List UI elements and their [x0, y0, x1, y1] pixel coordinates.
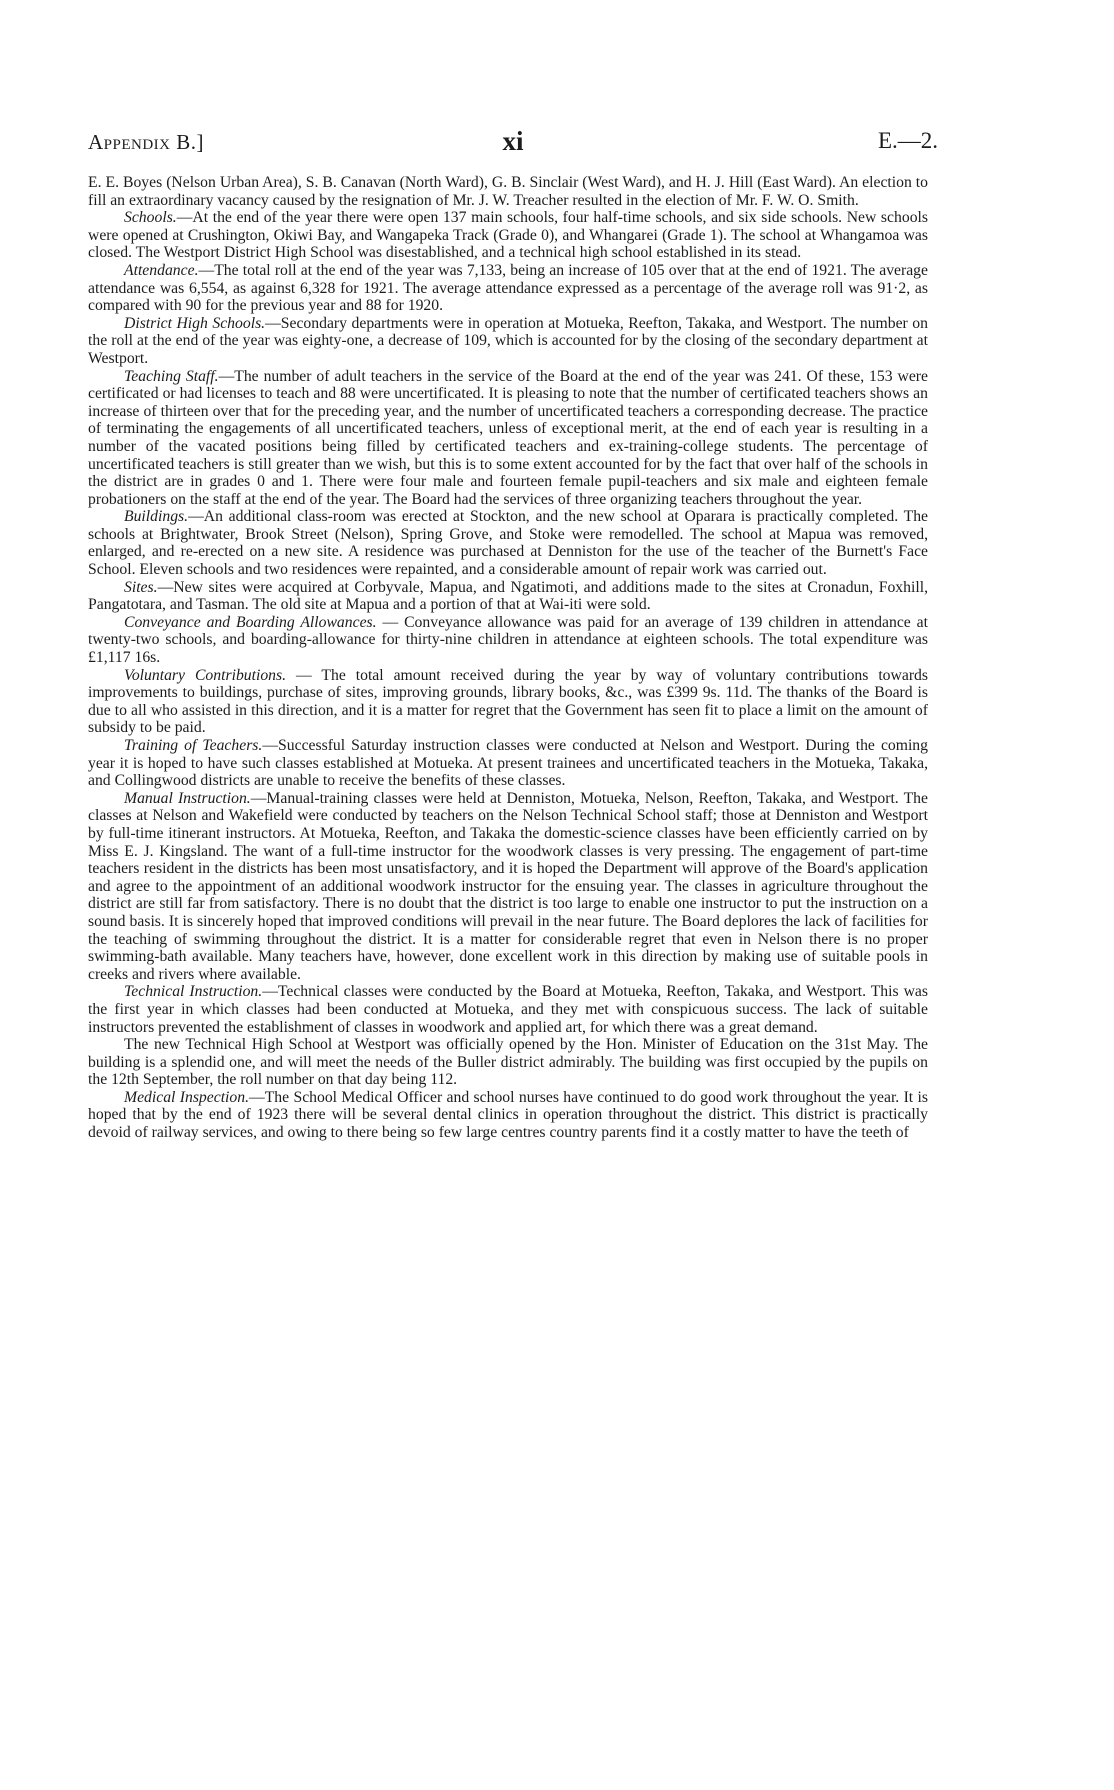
paragraph-attendance: [88, 262, 928, 315]
paragraph-text: —An additional class-room was erected at Stockton, and the new school at Oparara is practically completed. The schools at Brightwater, Brook Street (Nelson), Spring Grove, and Stoke were remodelled. The school at Mapua was removed, enlarged, and re-erected on a new site. A residence was purchased at Denniston for the use of the teacher of the Burnett's Face School. Eleven schools and two residences were repainted, and a considerable amount of repair work was carried out.: [88, 508, 928, 579]
paragraph-text: —The number of adult teachers in the service of the Board at the end of the year was 241. Of these, 153 were certificated or had licenses to teach and 88 were uncertificated. It is pleasing to note that the number of certificated teachers shows an increase of thirteen over that for the preceding year, and the number of uncertificated teachers a corresponding decrease. The practice of terminating the engagements of all uncertificated teachers, unless of exceptional merit, at the end of each year is resulting in a number of the vacated positions being filled by certificated teachers and ex-training-college students. The percentage of uncertificated teachers is still greater than we wish, but this is to some extent accounted for by the fact that over half of the schools in the district are in grades 0 and 1. There were four male and fourteen female pupil-teachers and six male and eighteen female probationers on the staff at the end of the year. The Board had the services of three organizing teachers throughout the year.: [88, 367, 928, 508]
section-heading: Manual Instruction.: [124, 789, 251, 807]
page-number: xi: [502, 126, 524, 156]
section-heading: District High Schools.: [124, 314, 266, 332]
paragraph-text: —The School Medical Officer and school nurses have continued to do good work throughout the year. It is hoped that by the end of 1923 there will be several dental clinics in operation throughout the district. This district is practically devoid of railway services, and owing to there being so few large centres country parents find it a costly matter to have the teeth of: [88, 1088, 928, 1142]
paragraph-text: —At the end of the year there were open 137 main schools, four half-time schools, and six side schools. New schools were opened at Crushington, Okiwi Bay, and Wangapeka Track (Grade 0), and Whangarei (Grade 1). The school at Whangamoa was closed. The Westport District High School was disestablished, and a technical high school established in its stead.: [88, 209, 928, 262]
paragraph-text: — The total amount received during the year by way of voluntary contributions towards improvements to buildings, purchase of sites, improving grounds, library books, &c., was £399 9s. 11d. The thanks of the Board is due to all who assisted in this direction, and it is a matter for regret that the Government has seen fit to place a limit on the amount of subsidy to be paid.: [88, 666, 928, 737]
paragraph-conveyance: [88, 614, 928, 667]
paragraph-manual-instruction: [88, 790, 928, 984]
paragraph-district-high-schools: [88, 315, 928, 368]
page-header: [88, 126, 938, 166]
section-heading: Voluntary Contributions.: [124, 666, 287, 684]
paragraph-text: —Successful Saturday instruction classes were conducted at Nelson and Westport. During the coming year it is hoped to have such classes established at Motueka. At present trainees and uncertificated teachers in the Motueka, Takaka, and Collingwood districts are unable to receive the benefits of these classes.: [88, 737, 928, 790]
paragraph-buildings: [88, 508, 928, 578]
paragraph-sites: [88, 579, 928, 614]
paragraph-text: The new Technical High School at Westport was officially opened by the Hon. Minister of Education on the 31st May. The building is a splendid one, and will meet the needs of the Buller district admirably. The building was first occupied by the pupils on the 12th September, the roll number on that day being 112.: [88, 1036, 928, 1089]
paragraph-text: E. E. Boyes (Nelson Urban Area), S. B. Canavan (North Ward), G. B. Sinclair (West Ward), and H. J. Hill (East Ward). An election to fill an extraordinary vacancy caused by the resignation of Mr. J. W. Treacher resulted in the election of Mr. F. W. O. Smith.: [88, 174, 928, 209]
section-heading: Medical Inspection.: [124, 1088, 250, 1106]
section-heading: Sites.: [124, 578, 158, 596]
section-heading: Attendance.: [124, 261, 199, 279]
paragraph-text: —The total roll at the end of the year was 7,133, being an increase of 105 over that at the end of 1921. The average attendance was 6,554, as against 6,328 for 1921. The average attendance expressed as a percentage of the average roll was 91·2, as compared with 90 for the previous year and 88 for 1920.: [88, 261, 928, 315]
paragraph-text: —Technical classes were conducted by the Board at Motueka, Reefton, Takaka, and Westport. This was the first year in which classes had been conducted at Motueka, and they met with conspicuous success. The lack of suitable instructors prevented the establishment of classes in woodwork and applied art, for which there was a great demand.: [88, 983, 928, 1036]
section-heading: Technical Instruction.: [124, 983, 263, 1001]
paragraph-training-of-teachers: [88, 737, 928, 790]
appendix-label: Appendix B.]: [88, 130, 205, 154]
paragraph-text: —New sites were acquired at Corbyvale, Mapua, and Ngatimoti, and additions made to the sites at Cronadun, Foxhill, Pangatotara, and Tasman. The old site at Mapua and a portion of that at Wai-iti were sold.: [88, 578, 928, 614]
paragraph-westport-technical-school: [88, 1036, 928, 1089]
paragraph-schools: [88, 209, 928, 262]
section-heading: Conveyance and Boarding Allowances.: [124, 613, 377, 631]
paragraph-teaching-staff: [88, 368, 928, 509]
paragraph-technical-instruction: [88, 983, 928, 1036]
section-heading: Teaching Staff.: [124, 367, 219, 385]
paragraph-voluntary-contributions: [88, 667, 928, 737]
section-heading: Buildings.: [124, 508, 189, 526]
section-heading: Schools.: [124, 209, 177, 227]
body-text: [88, 174, 928, 1142]
paragraph-text: —Manual-training classes were held at Denniston, Motueka, Nelson, Reefton, Takaka, and Westport. The classes at Nelson and Wakefield were conducted by teachers on the Nelson Technical School staff; those at Denniston and Westport by full-time itinerant instructors. At Motueka, Reefton, and Takaka the domestic-science classes have been efficiently carried on by Miss E. J. Kingsland. The want of a full-time instructor for the woodwork classes is very pressing. The engagement of part-time teachers resident in the districts has been most unsatisfactory, and it is hoped the Department will approve of the Board's application and agree to the appointment of an additional woodwork instructor for the ensuing year. The classes in agriculture throughout the district are still far from satisfactory. There is no doubt that the district is too large to enable one instructor to put the instruction on a sound basis. It is sincerely hoped that improved conditions will prevail in the near future. The Board deplores the lack of facilities for the teaching of swimming throughout the district. It is a matter for considerable regret that even in Nelson there is no proper swimming-bath available. Many teachers have, however, done excellent work in this direction by making use of suitable pools in creeks and rivers where available.: [88, 789, 928, 983]
paragraph-text: — Conveyance allowance was paid for an average of 139 children in attendance at twenty-two schools, and boarding-allowance for thirty-nine children in attendance at eighteen schools. The total expenditure was £1,117 16s.: [88, 613, 928, 667]
paragraph-text: —Secondary departments were in operation at Motueka, Reefton, Takaka, and Westport. The number on the roll at the end of the year was eighty-one, a decrease of 109, which is accounted for by the closing of the secondary department at Westport.: [88, 314, 928, 367]
paragraph-medical-inspection: [88, 1089, 928, 1142]
report-code: E.—2.: [877, 128, 938, 153]
paragraph-intro: [88, 174, 928, 209]
section-heading: Training of Teachers.: [124, 737, 263, 754]
